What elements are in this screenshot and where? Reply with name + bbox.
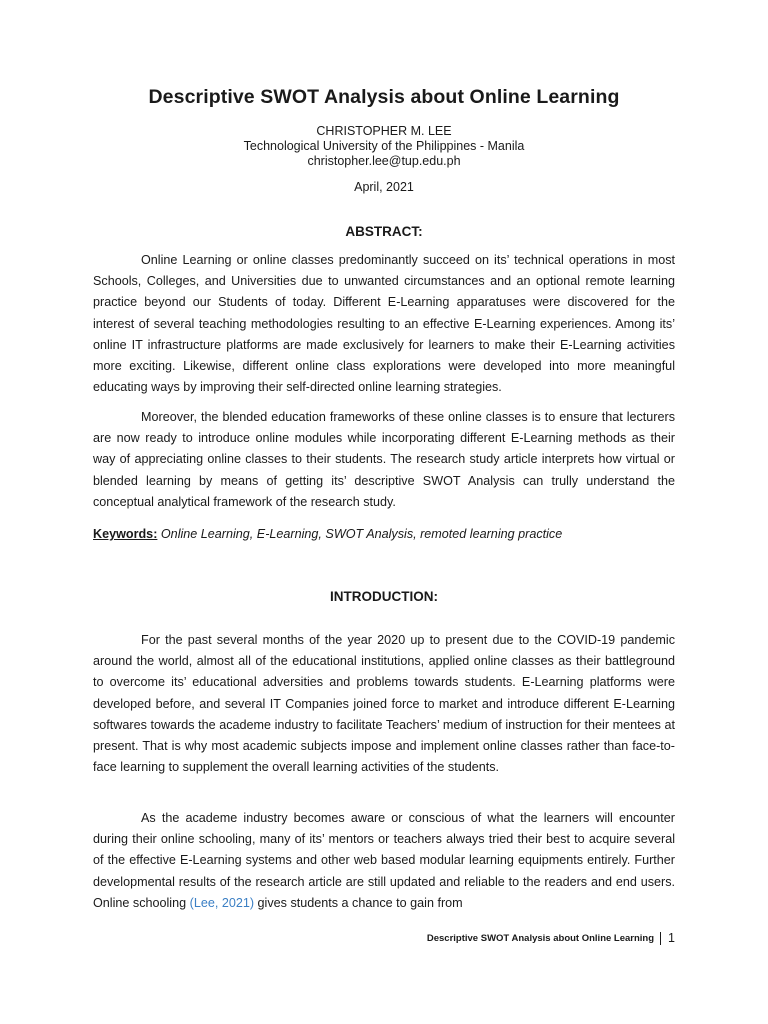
intro-p2-text-before: As the academe industry becomes aware or conscious of what the learners will encounter during their online schooling, many of its’ mentors or teachers always tried their best to acquire several of the effective E-Learning systems and other web based modular learning equipments entirely. Further developmental results of the research article are still updated and reliable to the readers and end users. Online schooling xyxy=(93,811,675,910)
citation-link[interactable]: (Lee, 2021) xyxy=(189,895,255,910)
author-block xyxy=(0,124,768,169)
abstract-paragraph-1: Online Learning or online classes predominantly succeed on its’ technical operations in most Schools, Colleges, and Universities due to unwanted circumstances and an optional remote learning practice beyond our Students of today. Different E-Learning apparatuses were discovered for the interest of several teaching methodologies resulting to an effective E-Learning experiences. Among its’ online IT infrastructure platforms are made exclusively for learners to make their E-Learning activities more exciting. Likewise, different online class explorations were developed into more meaningful educating ways by improving their self-directed online learning strategies. xyxy=(93,253,675,395)
keywords-label: Keywords: xyxy=(93,527,158,541)
keywords-line xyxy=(93,527,675,541)
page-footer xyxy=(427,931,675,945)
intro-p2-text-after: gives students a chance to gain from xyxy=(254,895,463,910)
publication-date: April, 2021 xyxy=(354,180,414,194)
author-email: christopher.lee@tup.edu.ph xyxy=(307,154,461,168)
abstract-paragraph-2: Moreover, the blended education frameworks of these online classes is to ensure that lecturers are now ready to introduce online modules while incorporating different E-Learning methods as their way of appreciating online classes to their students. The research study article interprets how virtual or blended learning by means of getting its’ descriptive SWOT Analysis can trully understand the conceptual analytical framework of the research study. xyxy=(93,410,675,509)
abstract-heading: ABSTRACT: xyxy=(345,224,423,239)
page-number: 1 xyxy=(668,931,675,945)
author-name: CHRISTOPHER M. LEE xyxy=(316,124,452,138)
footer-divider xyxy=(660,932,661,945)
author-affiliation: Technological University of the Philippines - Manila xyxy=(243,139,525,153)
footer-running-title: Descriptive SWOT Analysis about Online Learning xyxy=(426,932,655,944)
introduction-paragraph-2 xyxy=(93,808,675,914)
introduction-heading: INTRODUCTION: xyxy=(330,589,438,604)
paper-title: Descriptive SWOT Analysis about Online Learning xyxy=(148,86,620,108)
introduction-paragraph-1: For the past several months of the year 2020 up to present due to the COVID-19 pandemic around the world, almost all of the educational institutions, applied online classes as their battleground to overcome its’ educational adversities and problems towards students. E-Learning platforms were developed before, and several IT Companies joined force to market and introduce different E-Learning softwares towards the academe industry to facilitate Teachers’ medium of instruction for their mentees at present. That is why most academic subjects impose and implement online classes rather than face-to-face learning to supplement the overall learning activities of the students. xyxy=(93,633,675,775)
keywords-text: Online Learning, E-Learning, SWOT Analysis, remoted learning practice xyxy=(160,527,563,541)
